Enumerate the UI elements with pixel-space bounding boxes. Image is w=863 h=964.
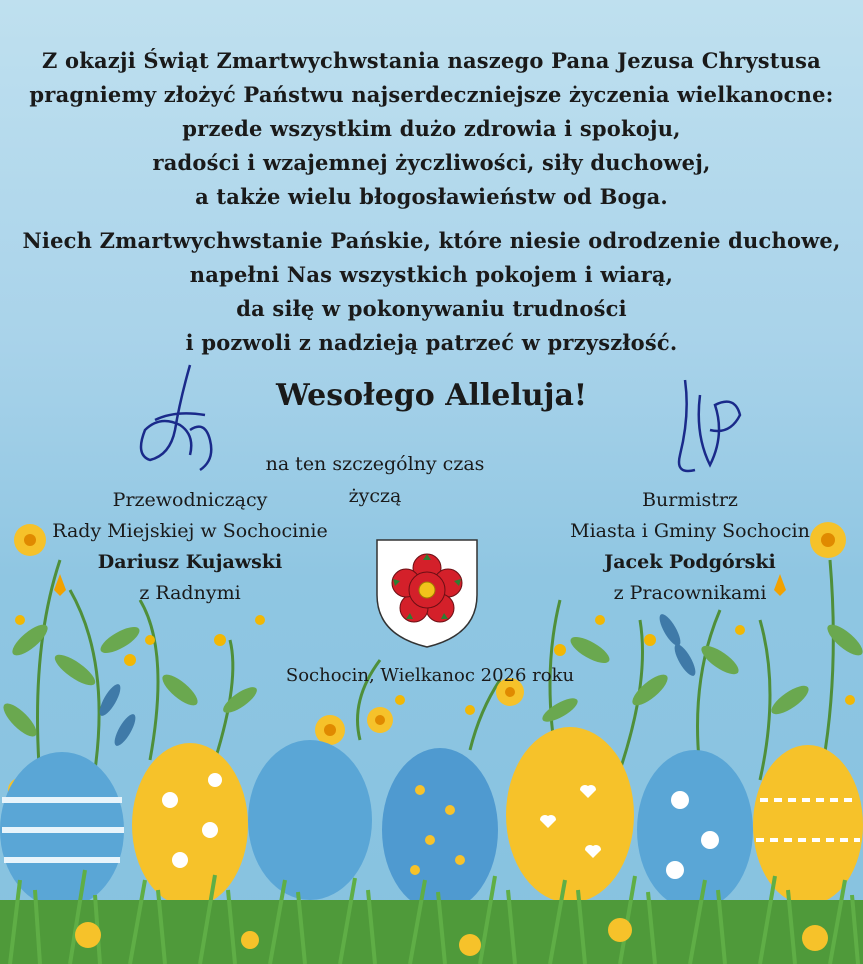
text-line: Niech Zmartwychwstanie Pańskie, które niesie odrodzenie duchowe,	[22, 228, 841, 253]
text-line: i pozwoli z nadzieją patrzeć w przyszłość.	[185, 330, 678, 355]
text-line: przede wszystkim dużo zdrowia i spokoju,	[182, 116, 681, 141]
text-line: pragniemy złożyć Państwu najserdeczniejsze życzenia wielkanocne:	[29, 82, 834, 107]
greeting-paragraph-2	[0, 224, 863, 360]
signatory-name: Jacek Podgórski	[604, 551, 776, 573]
signature-icon	[655, 375, 765, 485]
easter-greeting-heading: Wesołego Alleluja!	[275, 378, 588, 413]
coat-of-arms-rose-icon	[372, 535, 482, 650]
signatory-title: Rady Miejskiej w Sochocinie	[52, 520, 328, 542]
signatory-title: Burmistrz	[642, 489, 738, 511]
occasion-line: życzą	[348, 485, 402, 507]
occasion-line: na ten szczególny czas	[265, 453, 485, 475]
text-line: radości i wzajemnej życzliwości, siły duchowej,	[152, 150, 711, 175]
text-line: napełni Nas wszystkich pokojem i wiarą,	[189, 262, 674, 287]
signatory-name: Dariusz Kujawski	[97, 551, 283, 573]
text-line: Z okazji Świąt Zmartwychwstania naszego Pana Jezusa Chrystusa	[42, 48, 821, 73]
text-line: da siłę w pokonywaniu trudności	[236, 296, 627, 321]
easter-egg-icon	[0, 727, 863, 912]
signatory-with: z Pracownikami	[613, 582, 767, 604]
left-signatory	[20, 485, 360, 609]
signatory-title: Miasta i Gminy Sochocin	[570, 520, 810, 542]
signature-icon	[120, 360, 230, 480]
signatory-with: z Radnymi	[139, 582, 241, 604]
place-and-date: Sochocin, Wielkanoc 2026 roku	[285, 665, 575, 686]
right-signatory	[525, 485, 855, 609]
greeting-paragraph-1	[0, 44, 863, 214]
signatory-title: Przewodniczący	[112, 489, 268, 511]
text-line: a także wielu błogosławieństw od Boga.	[195, 184, 668, 209]
